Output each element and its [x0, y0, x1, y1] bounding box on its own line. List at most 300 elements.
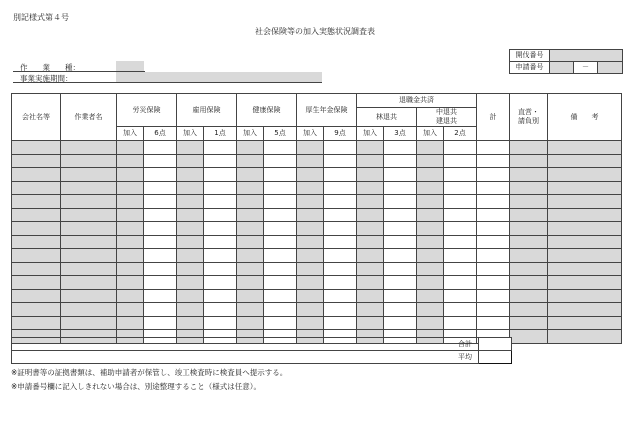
- cell-worker[interactable]: [61, 222, 117, 236]
- cell-koyou-join[interactable]: [177, 195, 204, 209]
- cell-kousei-join[interactable]: [297, 208, 324, 222]
- cell-koyou-points[interactable]: [204, 168, 237, 182]
- cell-koyou-points[interactable]: [204, 262, 237, 276]
- permit-number-box: [509, 49, 623, 74]
- cell-rintaikyo-points[interactable]: [384, 141, 417, 155]
- cell-rintaikyo-join[interactable]: [357, 303, 384, 317]
- cell-remarks[interactable]: [548, 330, 622, 344]
- cell-rintaikyo-points[interactable]: [384, 262, 417, 276]
- cell-kenkou-points[interactable]: [264, 262, 297, 276]
- cell-kousei-points[interactable]: [324, 195, 357, 209]
- cell-company[interactable]: [12, 235, 61, 249]
- table-row: [12, 141, 622, 155]
- cell-kenkou-join[interactable]: [237, 222, 264, 236]
- cell-remarks[interactable]: [548, 262, 622, 276]
- cell-remarks[interactable]: [548, 195, 622, 209]
- cell-rousai-points[interactable]: [144, 154, 177, 168]
- cell-remarks[interactable]: [548, 276, 622, 290]
- cell-chutaikyo-join[interactable]: [417, 262, 444, 276]
- table-row: [12, 303, 622, 317]
- sum-cell[interactable]: [479, 338, 512, 351]
- cell-rousai-points[interactable]: [144, 181, 177, 195]
- cell-chutaikyo-join[interactable]: [417, 289, 444, 303]
- cell-chutaikyo-join[interactable]: [417, 276, 444, 290]
- koyou-join-header: 加入: [177, 127, 204, 141]
- cell-worker[interactable]: [61, 181, 117, 195]
- col-chutaikyo: 中退共 建退共: [417, 108, 477, 127]
- cell-koyou-join[interactable]: [177, 316, 204, 330]
- cell-company[interactable]: [12, 154, 61, 168]
- cell-rousai-join[interactable]: [117, 249, 144, 263]
- table-row: [12, 208, 622, 222]
- cell-direct-sub[interactable]: [510, 235, 548, 249]
- cell-kenkou-points[interactable]: [264, 208, 297, 222]
- cell-remarks[interactable]: [548, 303, 622, 317]
- cell-kenkou-points[interactable]: [264, 276, 297, 290]
- col-koyou: 雇用保険: [177, 94, 237, 127]
- table-row: [12, 154, 622, 168]
- cell-koyou-points[interactable]: [204, 195, 237, 209]
- cell-total[interactable]: [477, 141, 510, 155]
- cell-total[interactable]: [477, 195, 510, 209]
- totals-table: [11, 337, 512, 364]
- cell-company[interactable]: [12, 276, 61, 290]
- cell-total[interactable]: [477, 168, 510, 182]
- cell-rousai-join[interactable]: [117, 262, 144, 276]
- col-direct-sub: 直営・ 請負別: [510, 94, 548, 141]
- cell-direct-sub[interactable]: [510, 181, 548, 195]
- cell-total[interactable]: [477, 262, 510, 276]
- cell-chutaikyo-join[interactable]: [417, 303, 444, 317]
- cell-company[interactable]: [12, 289, 61, 303]
- cell-remarks[interactable]: [548, 222, 622, 236]
- cell-direct-sub[interactable]: [510, 249, 548, 263]
- kenkou-join-header: 加入: [237, 127, 264, 141]
- cell-rousai-points[interactable]: [144, 276, 177, 290]
- cell-chutaikyo-points[interactable]: [444, 303, 477, 317]
- cell-rintaikyo-points[interactable]: [384, 154, 417, 168]
- cell-kousei-join[interactable]: [297, 235, 324, 249]
- cell-kousei-join[interactable]: [297, 222, 324, 236]
- cell-worker[interactable]: [61, 235, 117, 249]
- cell-kenkou-points[interactable]: [264, 181, 297, 195]
- cell-worker[interactable]: [61, 303, 117, 317]
- cell-kenkou-join[interactable]: [237, 276, 264, 290]
- cell-rousai-join[interactable]: [117, 316, 144, 330]
- cell-worker[interactable]: [61, 249, 117, 263]
- cell-total[interactable]: [477, 316, 510, 330]
- chutaikyo-join-header: 加入: [417, 127, 444, 141]
- cell-chutaikyo-points[interactable]: [444, 249, 477, 263]
- cell-chutaikyo-join[interactable]: [417, 249, 444, 263]
- cell-kousei-join[interactable]: [297, 141, 324, 155]
- cell-koyou-join[interactable]: [177, 262, 204, 276]
- cell-worker[interactable]: [61, 208, 117, 222]
- cell-kousei-join[interactable]: [297, 249, 324, 263]
- cell-koyou-points[interactable]: [204, 208, 237, 222]
- cell-total[interactable]: [477, 154, 510, 168]
- cell-remarks[interactable]: [548, 316, 622, 330]
- cell-company[interactable]: [12, 141, 61, 155]
- cell-total[interactable]: [477, 208, 510, 222]
- cell-total[interactable]: [477, 303, 510, 317]
- cell-chutaikyo-join[interactable]: [417, 141, 444, 155]
- table-row: [12, 316, 622, 330]
- cell-rousai-join[interactable]: [117, 154, 144, 168]
- cell-koyou-join[interactable]: [177, 249, 204, 263]
- table-row: [12, 262, 622, 276]
- cell-rintaikyo-points[interactable]: [384, 289, 417, 303]
- cell-koyou-points[interactable]: [204, 303, 237, 317]
- average-cell[interactable]: [479, 351, 512, 364]
- cell-koyou-join[interactable]: [177, 208, 204, 222]
- cell-rousai-join[interactable]: [117, 276, 144, 290]
- work-period-label: 事業実施期間：: [20, 74, 73, 83]
- kenkou-points-header: 5点: [264, 127, 297, 141]
- cell-rintaikyo-join[interactable]: [357, 195, 384, 209]
- cell-rintaikyo-join[interactable]: [357, 249, 384, 263]
- cell-rintaikyo-join[interactable]: [357, 235, 384, 249]
- cell-rousai-join[interactable]: [117, 222, 144, 236]
- kousei-join-header: 加入: [297, 127, 324, 141]
- cell-kousei-points[interactable]: [324, 303, 357, 317]
- cell-remarks[interactable]: [548, 289, 622, 303]
- chutaikyo-points-header: 2点: [444, 127, 477, 141]
- cell-total[interactable]: [477, 222, 510, 236]
- survey-table: [11, 93, 622, 344]
- cell-chutaikyo-points[interactable]: [444, 168, 477, 182]
- cell-rousai-join[interactable]: [117, 141, 144, 155]
- cell-chutaikyo-points[interactable]: [444, 195, 477, 209]
- work-period-field[interactable]: [116, 72, 322, 82]
- cell-company[interactable]: [12, 316, 61, 330]
- cell-kenkou-join[interactable]: [237, 262, 264, 276]
- cell-rintaikyo-join[interactable]: [357, 276, 384, 290]
- cell-rintaikyo-points[interactable]: [384, 181, 417, 195]
- cell-rintaikyo-join[interactable]: [357, 154, 384, 168]
- cell-koyou-points[interactable]: [204, 276, 237, 290]
- cell-kenkou-join[interactable]: [237, 289, 264, 303]
- cell-rousai-join[interactable]: [117, 208, 144, 222]
- cell-koyou-join[interactable]: [177, 235, 204, 249]
- cell-koyou-points[interactable]: [204, 154, 237, 168]
- cell-koyou-join[interactable]: [177, 276, 204, 290]
- cell-company[interactable]: [12, 181, 61, 195]
- cell-kenkou-points[interactable]: [264, 141, 297, 155]
- cell-rintaikyo-join[interactable]: [357, 289, 384, 303]
- cell-rintaikyo-join[interactable]: [357, 222, 384, 236]
- cell-direct-sub[interactable]: [510, 276, 548, 290]
- cell-chutaikyo-points[interactable]: [444, 235, 477, 249]
- cell-kenkou-points[interactable]: [264, 235, 297, 249]
- document-title: 社会保険等の加入実態状況調査表: [255, 27, 375, 36]
- cell-kousei-points[interactable]: [324, 222, 357, 236]
- cell-total[interactable]: [477, 276, 510, 290]
- cell-koyou-points[interactable]: [204, 141, 237, 155]
- cell-kenkou-join[interactable]: [237, 316, 264, 330]
- cell-rintaikyo-points[interactable]: [384, 208, 417, 222]
- rousai-join-header: 加入: [117, 127, 144, 141]
- cell-remarks[interactable]: [548, 141, 622, 155]
- cell-koyou-join[interactable]: [177, 289, 204, 303]
- cell-koyou-join[interactable]: [177, 222, 204, 236]
- cell-kousei-join[interactable]: [297, 289, 324, 303]
- table-row: [12, 181, 622, 195]
- cell-koyou-points[interactable]: [204, 235, 237, 249]
- cell-kenkou-points[interactable]: [264, 303, 297, 317]
- table-row: [12, 235, 622, 249]
- cell-company[interactable]: [12, 262, 61, 276]
- cell-worker[interactable]: [61, 276, 117, 290]
- cell-kenkou-points[interactable]: [264, 249, 297, 263]
- cell-kenkou-join[interactable]: [237, 195, 264, 209]
- cell-chutaikyo-points[interactable]: [444, 289, 477, 303]
- cell-kousei-join[interactable]: [297, 195, 324, 209]
- cell-kousei-points[interactable]: [324, 316, 357, 330]
- rintaikyo-join-header: 加入: [357, 127, 384, 141]
- cell-rintaikyo-points[interactable]: [384, 222, 417, 236]
- cell-remarks[interactable]: [548, 181, 622, 195]
- cell-koyou-points[interactable]: [204, 249, 237, 263]
- cell-rousai-points[interactable]: [144, 289, 177, 303]
- cell-rousai-join[interactable]: [117, 289, 144, 303]
- cell-kenkou-points[interactable]: [264, 195, 297, 209]
- cell-chutaikyo-points[interactable]: [444, 154, 477, 168]
- rousai-points-header: 6点: [144, 127, 177, 141]
- cell-kousei-points[interactable]: [324, 262, 357, 276]
- cell-company[interactable]: [12, 168, 61, 182]
- cell-kenkou-join[interactable]: [237, 235, 264, 249]
- cell-kousei-join[interactable]: [297, 181, 324, 195]
- application-number-dash: －: [574, 62, 598, 74]
- work-type-field[interactable]: [116, 61, 144, 71]
- cell-rousai-points[interactable]: [144, 303, 177, 317]
- cell-kenkou-join[interactable]: [237, 168, 264, 182]
- koyou-points-header: 1点: [204, 127, 237, 141]
- cell-koyou-join[interactable]: [177, 181, 204, 195]
- cell-chutaikyo-points[interactable]: [444, 141, 477, 155]
- application-number-field-1[interactable]: [550, 62, 574, 74]
- col-company: 会社名等: [12, 94, 61, 141]
- cell-rousai-join[interactable]: [117, 235, 144, 249]
- cell-direct-sub[interactable]: [510, 154, 548, 168]
- cell-direct-sub[interactable]: [510, 330, 548, 344]
- cell-chutaikyo-join[interactable]: [417, 235, 444, 249]
- rintaikyo-points-header: 3点: [384, 127, 417, 141]
- cell-worker[interactable]: [61, 262, 117, 276]
- cell-remarks[interactable]: [548, 208, 622, 222]
- data-rows: [12, 141, 622, 344]
- cell-chutaikyo-points[interactable]: [444, 316, 477, 330]
- cell-kenkou-join[interactable]: [237, 208, 264, 222]
- cell-kenkou-points[interactable]: [264, 316, 297, 330]
- col-taishoku: 退職金共済: [357, 94, 477, 108]
- cell-rintaikyo-points[interactable]: [384, 168, 417, 182]
- cell-kousei-join[interactable]: [297, 262, 324, 276]
- cell-chutaikyo-points[interactable]: [444, 208, 477, 222]
- cell-direct-sub[interactable]: [510, 222, 548, 236]
- cell-total[interactable]: [477, 289, 510, 303]
- cell-koyou-points[interactable]: [204, 316, 237, 330]
- cell-kousei-join[interactable]: [297, 168, 324, 182]
- cell-kousei-points[interactable]: [324, 249, 357, 263]
- cell-rousai-join[interactable]: [117, 303, 144, 317]
- cell-rintaikyo-points[interactable]: [384, 195, 417, 209]
- note-2: ※申請番号欄に記入しきれない場合は、別途整理すること（様式は任意）。: [11, 382, 262, 391]
- cell-kousei-points[interactable]: [324, 208, 357, 222]
- cell-rousai-points[interactable]: [144, 208, 177, 222]
- cell-kousei-join[interactable]: [297, 316, 324, 330]
- cell-kenkou-join[interactable]: [237, 303, 264, 317]
- table-row: [12, 289, 622, 303]
- cell-rousai-points[interactable]: [144, 316, 177, 330]
- cell-chutaikyo-points[interactable]: [444, 276, 477, 290]
- work-period-underline: [13, 82, 322, 83]
- cell-rintaikyo-points[interactable]: [384, 316, 417, 330]
- cell-koyou-join[interactable]: [177, 154, 204, 168]
- cell-rousai-points[interactable]: [144, 235, 177, 249]
- cell-worker[interactable]: [61, 316, 117, 330]
- cell-direct-sub[interactable]: [510, 316, 548, 330]
- cell-total[interactable]: [477, 235, 510, 249]
- cell-rintaikyo-points[interactable]: [384, 276, 417, 290]
- work-type-label: 作 業 種：: [20, 63, 80, 72]
- kousei-points-header: 9点: [324, 127, 357, 141]
- cell-kenkou-join[interactable]: [237, 181, 264, 195]
- cell-koyou-join[interactable]: [177, 303, 204, 317]
- table-row: [12, 195, 622, 209]
- cell-direct-sub[interactable]: [510, 208, 548, 222]
- cell-rintaikyo-join[interactable]: [357, 208, 384, 222]
- cell-kenkou-points[interactable]: [264, 289, 297, 303]
- cell-kenkou-points[interactable]: [264, 168, 297, 182]
- sum-label: 合計: [12, 338, 479, 351]
- cell-kousei-points[interactable]: [324, 181, 357, 195]
- table-row: [12, 249, 622, 263]
- cell-rintaikyo-join[interactable]: [357, 141, 384, 155]
- cell-rintaikyo-points[interactable]: [384, 303, 417, 317]
- table-row: [12, 222, 622, 236]
- cell-rousai-join[interactable]: [117, 168, 144, 182]
- cell-company[interactable]: [12, 195, 61, 209]
- cell-kenkou-join[interactable]: [237, 249, 264, 263]
- cell-rintaikyo-points[interactable]: [384, 235, 417, 249]
- col-rintaikyo: 林退共: [357, 108, 417, 127]
- cell-kousei-points[interactable]: [324, 235, 357, 249]
- cell-kousei-points[interactable]: [324, 168, 357, 182]
- average-label: 平均: [12, 351, 479, 364]
- cell-rintaikyo-join[interactable]: [357, 181, 384, 195]
- cell-chutaikyo-join[interactable]: [417, 222, 444, 236]
- cell-remarks[interactable]: [548, 168, 622, 182]
- cell-kousei-join[interactable]: [297, 276, 324, 290]
- cell-koyou-join[interactable]: [177, 141, 204, 155]
- permit-number-field[interactable]: [550, 50, 623, 62]
- cell-rintaikyo-points[interactable]: [384, 249, 417, 263]
- table-row: [12, 168, 622, 182]
- cell-chutaikyo-points[interactable]: [444, 262, 477, 276]
- cell-direct-sub[interactable]: [510, 262, 548, 276]
- cell-chutaikyo-join[interactable]: [417, 208, 444, 222]
- note-1: ※証明書等の証拠書類は、補助申請者が保管し、竣工検査時に検査員へ提示する。: [11, 368, 288, 377]
- cell-rousai-join[interactable]: [117, 195, 144, 209]
- cell-company[interactable]: [12, 303, 61, 317]
- cell-koyou-points[interactable]: [204, 289, 237, 303]
- cell-koyou-points[interactable]: [204, 222, 237, 236]
- cell-kenkou-join[interactable]: [237, 154, 264, 168]
- col-remarks: 備 考: [548, 94, 622, 141]
- cell-direct-sub[interactable]: [510, 303, 548, 317]
- cell-rousai-points[interactable]: [144, 222, 177, 236]
- cell-chutaikyo-join[interactable]: [417, 195, 444, 209]
- form-number: 別記様式第４号: [13, 13, 69, 22]
- col-kousei: 厚生年金保険: [297, 94, 357, 127]
- cell-direct-sub[interactable]: [510, 195, 548, 209]
- cell-worker[interactable]: [61, 141, 117, 155]
- col-total: 計: [477, 94, 510, 141]
- cell-kousei-points[interactable]: [324, 276, 357, 290]
- table-row: [12, 276, 622, 290]
- cell-company[interactable]: [12, 249, 61, 263]
- cell-koyou-join[interactable]: [177, 168, 204, 182]
- cell-kousei-points[interactable]: [324, 154, 357, 168]
- cell-kousei-points[interactable]: [324, 289, 357, 303]
- col-rousai: 労災保険: [117, 94, 177, 127]
- permit-number-label: 開伐番号: [510, 50, 550, 62]
- cell-remarks[interactable]: [548, 154, 622, 168]
- cell-chutaikyo-join[interactable]: [417, 154, 444, 168]
- cell-kousei-join[interactable]: [297, 303, 324, 317]
- cell-company[interactable]: [12, 222, 61, 236]
- cell-rousai-points[interactable]: [144, 168, 177, 182]
- cell-total[interactable]: [477, 249, 510, 263]
- cell-kenkou-join[interactable]: [237, 141, 264, 155]
- cell-kousei-points[interactable]: [324, 141, 357, 155]
- cell-rintaikyo-join[interactable]: [357, 316, 384, 330]
- cell-kenkou-points[interactable]: [264, 222, 297, 236]
- cell-rintaikyo-join[interactable]: [357, 262, 384, 276]
- cell-worker[interactable]: [61, 289, 117, 303]
- cell-koyou-points[interactable]: [204, 181, 237, 195]
- cell-rousai-points[interactable]: [144, 249, 177, 263]
- cell-rintaikyo-join[interactable]: [357, 168, 384, 182]
- cell-company[interactable]: [12, 208, 61, 222]
- cell-direct-sub[interactable]: [510, 289, 548, 303]
- cell-remarks[interactable]: [548, 235, 622, 249]
- cell-direct-sub[interactable]: [510, 168, 548, 182]
- application-number-field-2[interactable]: [598, 62, 623, 74]
- cell-worker[interactable]: [61, 195, 117, 209]
- application-number-label: 申請番号: [510, 62, 550, 74]
- cell-rousai-points[interactable]: [144, 141, 177, 155]
- cell-rousai-join[interactable]: [117, 181, 144, 195]
- cell-chutaikyo-join[interactable]: [417, 168, 444, 182]
- cell-kousei-join[interactable]: [297, 154, 324, 168]
- cell-rousai-points[interactable]: [144, 262, 177, 276]
- cell-total[interactable]: [477, 181, 510, 195]
- cell-chutaikyo-join[interactable]: [417, 181, 444, 195]
- cell-chutaikyo-join[interactable]: [417, 316, 444, 330]
- col-kenkou: 健康保険: [237, 94, 297, 127]
- cell-rousai-points[interactable]: [144, 195, 177, 209]
- cell-worker[interactable]: [61, 154, 117, 168]
- cell-chutaikyo-points[interactable]: [444, 222, 477, 236]
- cell-kenkou-points[interactable]: [264, 154, 297, 168]
- cell-worker[interactable]: [61, 168, 117, 182]
- cell-chutaikyo-points[interactable]: [444, 181, 477, 195]
- cell-direct-sub[interactable]: [510, 141, 548, 155]
- cell-remarks[interactable]: [548, 249, 622, 263]
